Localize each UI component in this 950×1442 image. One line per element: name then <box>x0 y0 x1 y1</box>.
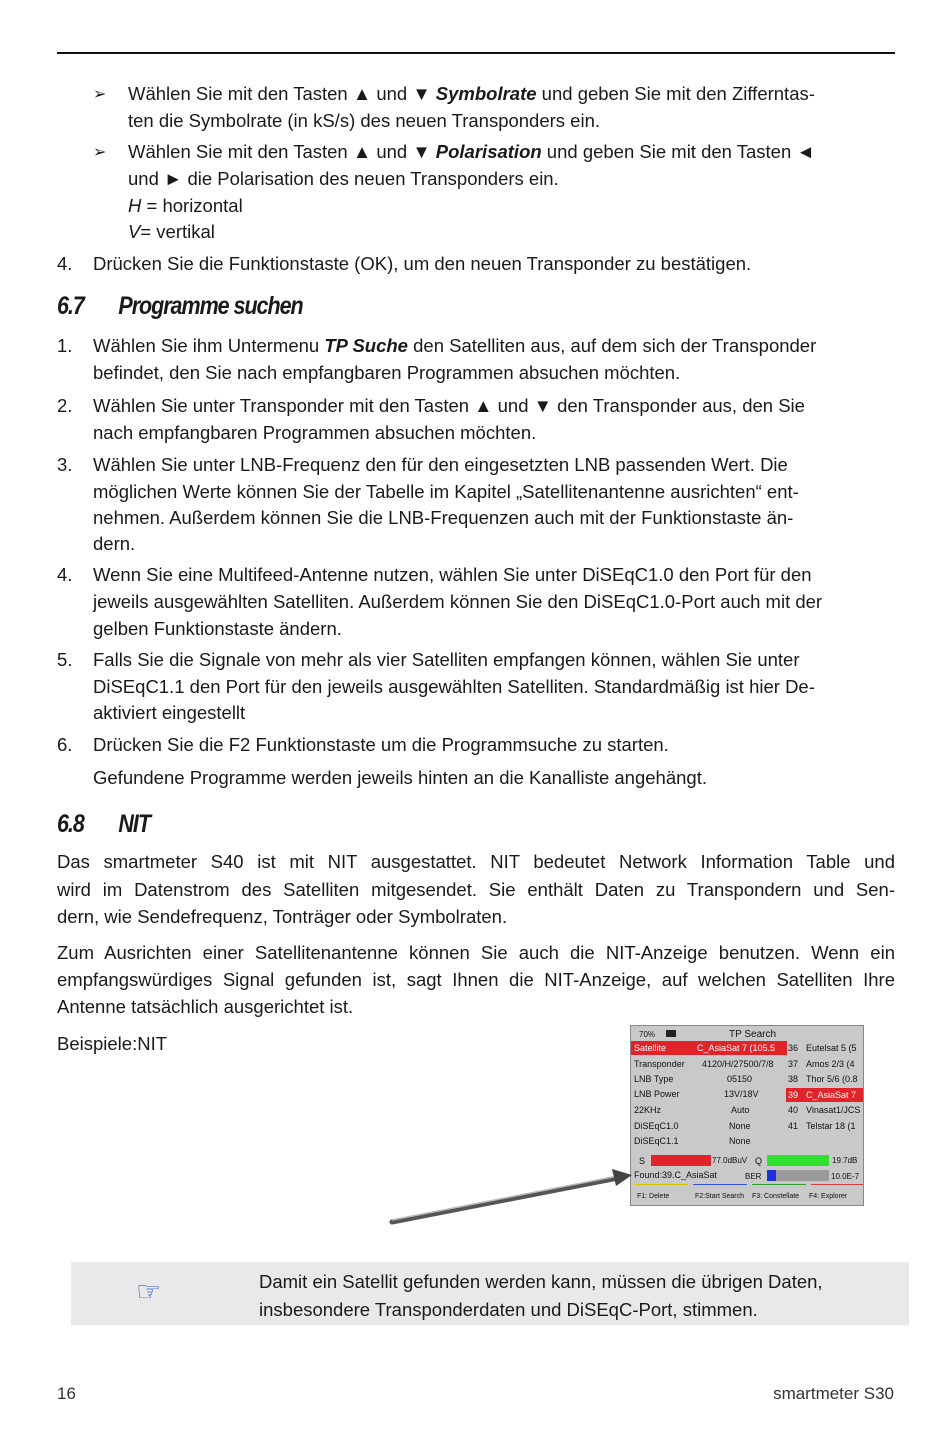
row-value: 4120/H/27500/7/8 <box>702 1059 774 1069</box>
paragraph-line: Antenne tatsächlich ausgerichtet ist. <box>57 996 354 1017</box>
list-number: 1. <box>57 335 73 356</box>
battery-icon <box>666 1030 676 1037</box>
example-label: Beispiele:NIT <box>57 1033 168 1054</box>
bullet-text: und ► die Polarisation des neuen Transponders ein. <box>128 168 559 189</box>
section-heading-6-7: 6.7 Programme suchen <box>57 292 303 320</box>
row-label: LNB Type <box>634 1074 674 1084</box>
sat-list-num: 40 <box>788 1105 799 1115</box>
paragraph-line: empfangswürdiges Signal gefunden ist, sagt Ihnen die NIT-Anzeige, auf welchen Satelliten Ihre <box>57 969 895 990</box>
callout-arrow-icon <box>380 1160 650 1230</box>
note-text: Damit ein Satellit gefunden werden kann, müssen die übrigen Daten, <box>259 1271 823 1292</box>
list-number: 3. <box>57 454 73 475</box>
sat-list-num: 37 <box>788 1059 799 1069</box>
paragraph-line: Zum Ausrichten einer Satellitenantenne können Sie auch die NIT-Anzeige benutzen. Wenn ein <box>57 942 895 963</box>
paragraph-line: dern, wie Sendefrequenz, Tonträger oder Symbolraten. <box>57 906 508 927</box>
row-label: 22KHz <box>634 1105 662 1115</box>
screen-title: TP Search <box>729 1029 777 1040</box>
list-item-text: Drücken Sie die F2 Funktionstaste um die Programmsuche zu starten. <box>93 734 669 755</box>
ber-value: 10.0E-7 <box>831 1172 860 1181</box>
note-text: insbesondere Transponderdaten und DiSEqC-Port, stimmen. <box>259 1299 758 1320</box>
ber-bar <box>767 1170 776 1181</box>
row-value: 13V/18V <box>724 1089 759 1099</box>
fkey-label: F3: Constellate <box>752 1193 800 1200</box>
row-value: None <box>729 1136 751 1146</box>
list-number: 6. <box>57 734 73 755</box>
signal-strength-value: 77.0dBuV <box>712 1156 748 1165</box>
bullet-text: Wählen Sie mit den Tasten ▲ und ▼ Polarisation und geben Sie mit den Tasten ◄ <box>128 141 815 162</box>
bullet-marker: ➢ <box>93 84 107 103</box>
sat-list-name: Amos 2/3 (4 <box>806 1059 855 1069</box>
tp-search-screenshot <box>630 1025 864 1206</box>
fkey-label: F4: Explorer <box>809 1193 848 1200</box>
fkey-color-red <box>811 1184 864 1185</box>
list-number: 2. <box>57 395 73 416</box>
bullet-text: H = horizontal <box>128 195 243 216</box>
step-number: 4. <box>57 253 73 274</box>
sat-list-name: Thor 5/6 (0.8 <box>806 1074 858 1084</box>
list-item-text: dern. <box>93 533 136 554</box>
fkey-label: F1: Delete <box>637 1193 670 1200</box>
section-heading-6-8: 6.8 NIT <box>57 810 150 838</box>
list-item-text: Wenn Sie eine Multifeed-Antenne nutzen, wählen Sie unter DiSEqC1.0 den Port für den <box>93 564 812 585</box>
sat-list-name: Eutelsat 5 (5 <box>806 1043 857 1053</box>
list-item-text: Wählen Sie unter Transponder mit den Tasten ▲ und ▼ den Transponder aus, den Sie <box>93 395 805 416</box>
list-item-text: gelben Funktionstaste ändern. <box>93 618 342 639</box>
ber-label: BER <box>745 1172 762 1181</box>
paragraph-line: Das smartmeter S40 ist mit NIT ausgestattet. NIT bedeutet Network Information Table und <box>57 851 895 872</box>
row-label: DiSEqC1.0 <box>634 1121 679 1131</box>
signal-q-label: Q <box>755 1156 763 1166</box>
fkey-color-green <box>752 1184 806 1185</box>
list-number: 4. <box>57 564 73 585</box>
paragraph-line: wird im Datenstrom des Satelliten mitgesendet. Sie enthält Daten zu Transpondern und Sen- <box>57 879 895 900</box>
list-item-text: befindet, den Sie nach empfangbaren Programmen absuchen möchten. <box>93 362 681 383</box>
row-value: None <box>729 1121 751 1131</box>
list-item-text: jeweils ausgewählten Satelliten. Außerdem können Sie den DiSEqC1.0-Port auch mit der <box>93 591 823 612</box>
footer-product: smartmeter S30 <box>773 1384 894 1403</box>
list-item-text: Wählen Sie ihm Untermenu TP Suche den Satelliten aus, auf dem sich der Transponder <box>93 335 817 356</box>
ber-track <box>776 1170 829 1181</box>
sat-list-num: 39 <box>788 1090 799 1100</box>
row-label: LNB Power <box>634 1089 680 1099</box>
sat-list-name: Telstar 18 (1 <box>806 1121 856 1131</box>
pointing-hand-icon: ☞ <box>136 1275 162 1308</box>
row-label: Transponder <box>634 1059 685 1069</box>
sat-list-name: C_AsiaSat 7 <box>806 1090 857 1100</box>
list-item-text: Gefundene Programme werden jeweils hinten an die Kanalliste angehängt. <box>93 767 707 788</box>
row-label: Satellite <box>634 1043 667 1053</box>
list-item-text: möglichen Werte können Sie der Tabelle im Kapitel „Satellitenantenne ausrichten“ ent- <box>93 481 799 502</box>
bullet-text: Wählen Sie mit den Tasten ▲ und ▼ Symbolrate und geben Sie mit den Zifferntas- <box>128 83 815 104</box>
bullet-text: V= vertikal <box>128 221 215 242</box>
bullet-text: ten die Symbolrate (in kS/s) des neuen Transponders ein. <box>128 110 601 131</box>
list-item-text: nehmen. Außerdem können Sie die LNB-Frequenzen auch mit der Funktionstaste än- <box>93 507 794 528</box>
battery-level: 70% <box>639 1030 656 1039</box>
signal-quality-value: 19.7dB <box>832 1156 858 1165</box>
row-value: Auto <box>731 1105 750 1115</box>
list-item-text: Falls Sie die Signale von mehr als vier Satelliten empfangen können, wählen Sie unter <box>93 649 800 670</box>
sat-list-name: Vinasat1/JCS <box>806 1105 861 1115</box>
row-value: 05150 <box>727 1074 753 1084</box>
list-item-text: aktiviert eingestellt <box>93 702 246 723</box>
signal-s-label: S <box>639 1156 646 1166</box>
bullet-marker: ➢ <box>93 142 107 161</box>
sat-list-num: 36 <box>788 1043 799 1053</box>
header-rule <box>57 52 895 54</box>
list-item-text: Wählen Sie unter LNB-Frequenz den für den eingesetzten LNB passenden Wert. Die <box>93 454 788 475</box>
found-satellite: Found:39.C_AsiaSat <box>634 1170 718 1180</box>
list-item-text: DiSEqC1.1 den Port für den jeweils ausgewählten Satelliten. Standardmäßig ist hier De- <box>93 676 815 697</box>
fkey-label: F2:Start Search <box>695 1193 745 1200</box>
page-number: 16 <box>57 1384 76 1403</box>
row-value: C_AsiaSat 7 (105.5 <box>697 1043 776 1053</box>
row-label: DiSEqC1.1 <box>634 1136 679 1146</box>
signal-strength-bar <box>651 1155 711 1166</box>
signal-quality-bar <box>767 1155 829 1166</box>
sat-list-num: 38 <box>788 1074 799 1084</box>
sat-list-num: 41 <box>788 1121 799 1131</box>
fkey-color-blue <box>693 1184 747 1185</box>
list-item-text: nach empfangbaren Programmen absuchen möchten. <box>93 422 537 443</box>
step-text: Drücken Sie die Funktionstaste (OK), um den neuen Transponder zu bestätigen. <box>93 253 752 274</box>
list-number: 5. <box>57 649 73 670</box>
